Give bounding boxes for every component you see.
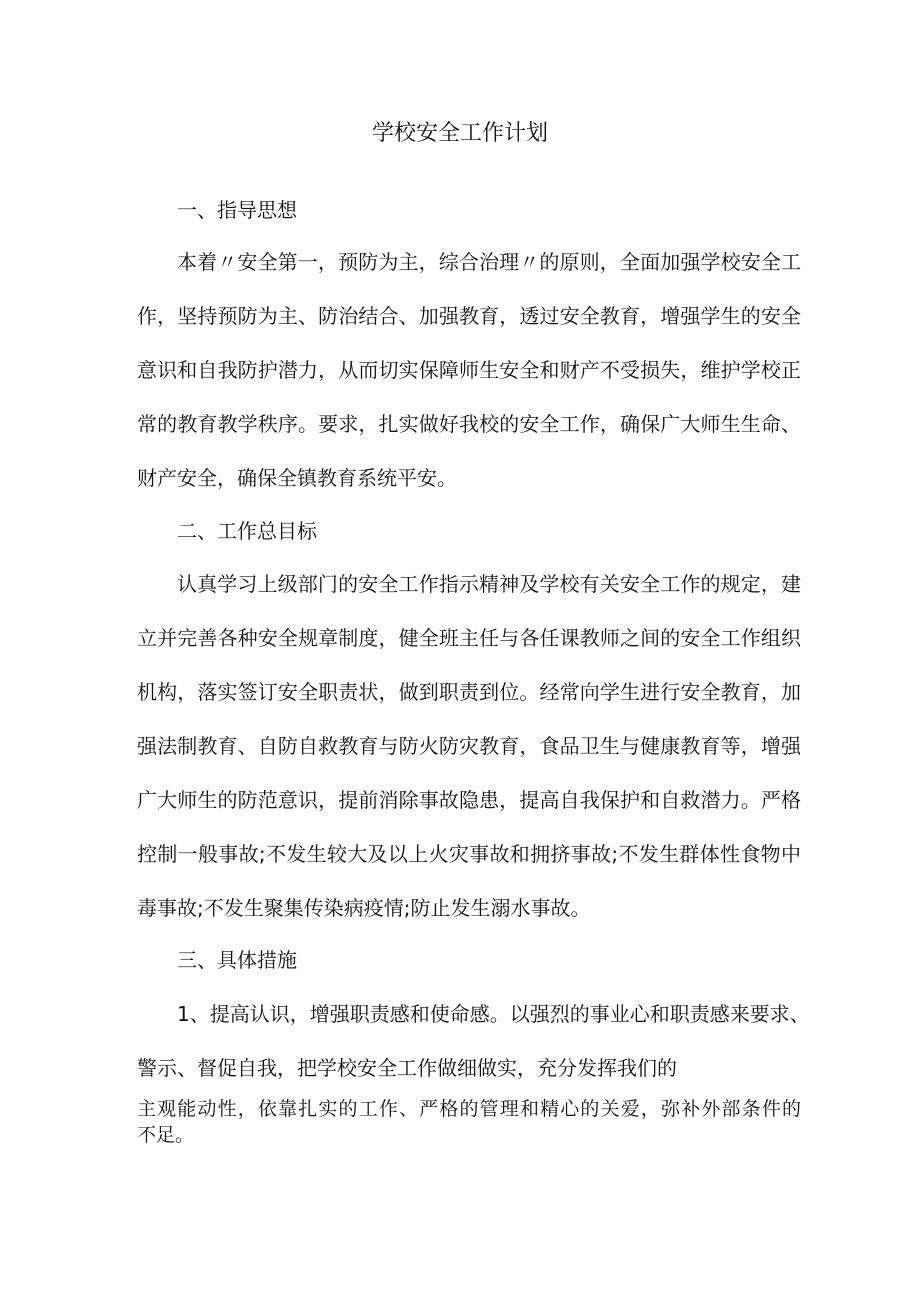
paragraph-line: 意识和自我防护潜力，从而切实保障师生安全和财产不受损失，维护学校正 xyxy=(137,358,801,382)
paragraph-line: 不足。 xyxy=(137,1124,195,1146)
paragraph-line: 警示、督促自我，把学校安全工作做细做实，充分发挥我们的 xyxy=(137,1056,677,1080)
paragraph-line: 毒事故;不发生聚集传染病疫情;防止发生溺水事故。 xyxy=(137,896,591,920)
paragraph-line: 财产安全，确保全镇教育系统平安。 xyxy=(137,466,457,490)
section-heading-guiding-ideology: 一、指导思想 xyxy=(177,198,297,222)
paragraph-line: 作，坚持预防为主、防治结合、加强教育，透过安全教育，增强学生的安全 xyxy=(137,304,801,328)
paragraph-line: 广大师生的防范意识，提前消除事故隐患，提高自我保护和自救潜力。严格 xyxy=(137,788,801,812)
section-heading-overall-goal: 二、工作总目标 xyxy=(177,519,317,543)
paragraph-line: 主观能动性，依靠扎实的工作、严格的管理和精心的关爱，弥补外部条件的 xyxy=(137,1098,801,1120)
document-title: 学校安全工作计划 xyxy=(371,121,548,146)
paragraph-line: 立并完善各种安全规章制度，健全班主任与各任课教师之间的安全工作组织 xyxy=(137,626,801,650)
paragraph-line: 常的教育教学秩序。要求，扎实做好我校的安全工作，确保广大师生生命、 xyxy=(137,412,801,436)
paragraph-line: 强法制教育、自防自救教育与防火防灾教育，食品卫生与健康教育等，增强 xyxy=(137,734,801,758)
paragraph-line: 机构，落实签订安全职责状，做到职责到位。经常向学生进行安全教育，加 xyxy=(137,680,801,704)
paragraph-line: 认真学习上级部门的安全工作指示精神及学校有关安全工作的规定，建 xyxy=(177,572,801,596)
paragraph-line: 控制一般事故;不发生较大及以上火灾事故和拥挤事故;不发生群体性食物中 xyxy=(137,842,801,866)
paragraph-line: 1、提高认识，增强职责感和使命感。以强烈的事业心和职责感来要求、 xyxy=(177,1002,810,1026)
section-heading-specific-measures: 三、具体措施 xyxy=(177,948,297,972)
paragraph-line: 本着〃安全第一，预防为主，综合治理〃的原则，全面加强学校安全工 xyxy=(177,250,801,274)
